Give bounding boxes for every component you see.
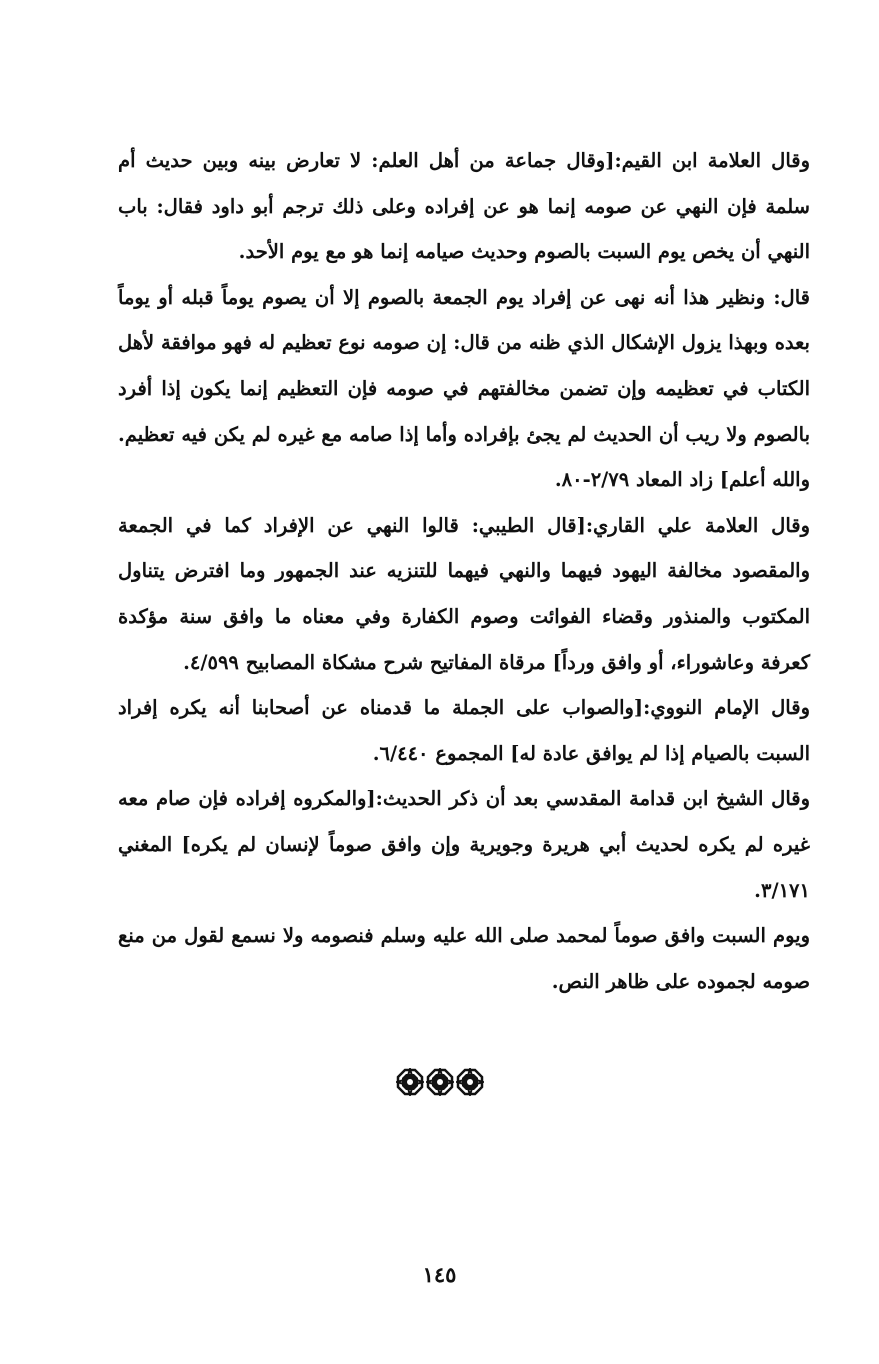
section-divider-ornament bbox=[0, 1062, 879, 1102]
body-text bbox=[118, 138, 810, 1004]
star-octagon-icon bbox=[456, 1068, 484, 1096]
paragraph-ibn-qudama: وقال الشيخ ابن قدامة المقدسي بعد أن ذكر الحديث:[والمكروه إفراده فإن صام معه غيره لم يكره لحديث أبي هريرة وجويرية وإن وافق صوماً لإنسان لم يكره] المغني ٣/١٧١. bbox=[118, 787, 810, 902]
star-octagon-icon bbox=[396, 1068, 424, 1096]
paragraph-conclusion: ويوم السبت وافق صوماً لمحمد صلى الله عليه وسلم فنصومه ولا نسمع لقول من منع صومه لجموده على ظاهر النص. bbox=[118, 924, 810, 993]
paragraph-qala-nazir: قال: ونظير هذا أنه نهى عن إفراد يوم الجمعة بالصوم إلا أن يصوم يوماً قبله أو يوماً بعده وبهذا يزول الإشكال الذي ظنه من قال: إن صومه نوع تعظيم له فهو موافقة لأهل الكتاب في تعظيمه وإن تضمن مخالفتهم في صومه فإن التعظيم إنما يكون إذا أفرد بالصوم ولا ريب أن الحديث لم يجئ بإفراده وأما إذا صامه مع غيره لم يكن فيه تعظيم. والله أعلم] زاد المعاد ٢/٧٩-٨٠. bbox=[118, 285, 810, 492]
paragraph-nawawi: وقال الإمام النووي:[والصواب على الجملة ما قدمناه عن أصحابنا أنه يكره إفراد السبت بالصيام إذا لم يوافق عادة له] المجموع ٦/٤٤٠. bbox=[118, 696, 810, 765]
star-octagon-icon bbox=[426, 1068, 454, 1096]
paragraph-ali-qari: وقال العلامة علي القاري:[قال الطيبي: قالوا النهي عن الإفراد كما في الجمعة والمقصود مخالفة اليهود فيهما والنهي فيهما للتنزيه عند الجمهور وما افترض يتناول المكتوب والمنذور وقضاء الفوائت وصوم الكفارة وفي معناه ما وافق سنة مؤكدة كعرفة وعاشوراء، أو وافق ورداً] مرقاة المفاتيح شرح مشكاة المصابيح ٤/٥٩٩. bbox=[118, 513, 810, 674]
page-number: ١٤٥ bbox=[422, 1262, 457, 1287]
paragraph-ibn-qayyim: وقال العلامة ابن القيم:[وقال جماعة من أهل العلم: لا تعارض بينه وبين حديث أم سلمة فإن النهي عن صومه إنما هو عن إفراده وعلى ذلك ترجم أبو داود فقال: باب النهي أن يخص يوم السبت بالصوم وحديث صيامه إنما هو مع يوم الأحد. bbox=[118, 149, 810, 264]
